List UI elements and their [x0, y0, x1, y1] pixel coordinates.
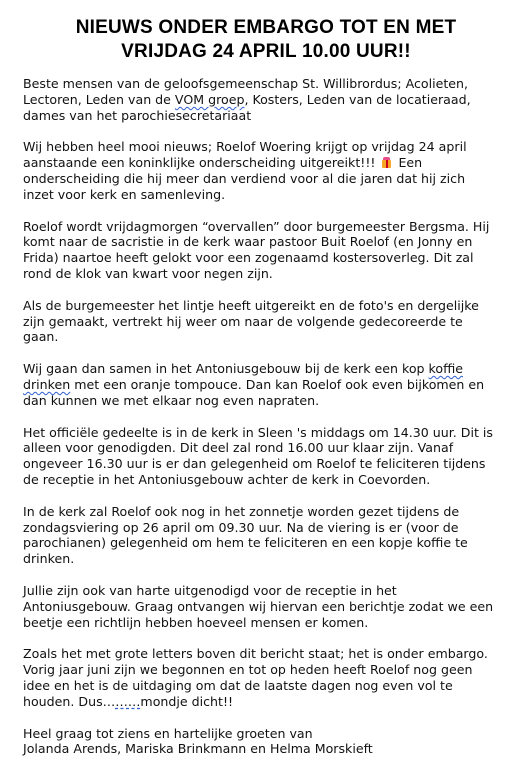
text-fragment: met een oranje tompouce. Dan kan Roelof ook even bijkomen en: [70, 376, 485, 392]
text-fragment: mondje dicht!!: [140, 693, 234, 709]
embargo-title: [0, 0, 532, 64]
text-fragment: Lectoren, Leden van de: [23, 91, 175, 107]
text-line: gaan.: [23, 329, 59, 345]
signature-paragraph: [23, 726, 512, 758]
text-line: de receptie in het Antoniusgebouw achter de kerk in Coevorden.: [23, 471, 431, 487]
text-line: [23, 361, 512, 377]
text-line: dames van het parochiesecretariaat: [23, 107, 252, 123]
text-line: Wij hebben heel mooi nieuws; Roelof Woering krijgt op vrijdag 24 april: [23, 139, 467, 155]
text-line: idee en het is de uitdaging om dat de laatste dagen nog even vol te: [23, 677, 453, 693]
text-line: Roelof wordt vrijdagmorgen “overvallen” door burgemeester Bergsma. Hij: [23, 218, 490, 234]
text-fragment: , Kosters, Leden van de locatieraad,: [244, 91, 471, 107]
spellcheck-marked-word[interactable]: koffie: [428, 361, 464, 377]
text-line: [23, 377, 512, 393]
message-body: [0, 64, 532, 757]
embargo-paragraph: [23, 646, 512, 709]
text-line: drinken.: [23, 551, 75, 567]
text-line: ongeveer 16.30 uur is er dan gelegenheid om Roelof te feliciteren tijdens: [23, 456, 486, 472]
text-line: Jullie zijn ook van harte uitgenodigd voor de receptie in het: [23, 582, 397, 598]
text-line: rond de klok van kwart voor negen zijn.: [23, 265, 273, 281]
spellcheck-marked-word[interactable]: drinken: [23, 376, 71, 392]
text-fragment: aanstaande een koninklijke onderscheiding uitgereikt!!!: [23, 155, 380, 171]
text-line: In de kerk zal Roelof ook nog in het zonnetje worden gezet tijdens de: [23, 503, 460, 519]
text-line: Het officiële gedeelte is in de kerk in Sleen 's middags om 14.30 uur. Dit is: [23, 424, 493, 440]
greeting-paragraph: [23, 76, 512, 123]
text-line: onderscheiding die hij meer dan verdiend voor al die jaren dat hij zich: [23, 170, 466, 186]
text-line: [23, 155, 512, 171]
text-line: Antoniusgebouw. Graag ontvangen wij hiervan een berichtje zodat we een: [23, 598, 494, 614]
text-line: komt naar de sacristie in de kerk waar pastoor Buit Roelof (en Jonny en: [23, 234, 473, 250]
text-line: Vorig jaar juni zijn we begonnen en tot op heden heeft Roelof nog geen: [23, 662, 473, 678]
text-line: [23, 694, 512, 710]
text-line: [23, 92, 512, 108]
text-fragment: Een: [394, 155, 423, 171]
text-line: alleen voor genodigden. Dit deel zal rond 16.00 uur klaar zijn. Vanaf: [23, 440, 454, 456]
text-line: inzet voor kerk en samenleving.: [23, 186, 226, 202]
spellcheck-marked-word[interactable]: VOM groep: [174, 91, 245, 107]
morning-paragraph: [23, 219, 512, 282]
title-line-1: NIEUWS ONDER EMBARGO TOT EN MET: [75, 17, 457, 38]
signatories-line: Jolanda Arends, Mariska Brinkmann en Helma Morskieft: [23, 741, 373, 757]
closing-line: Heel graag tot ziens en hartelijke groeten van: [23, 725, 313, 741]
text-line: dan kunnen we met elkaar nog even napraten.: [23, 392, 320, 408]
official-paragraph: [23, 425, 512, 488]
text-line: Zoals het met grote letters boven dit bericht staat; het is onder embargo.: [23, 646, 488, 662]
text-line: zondagsviering op 26 april om 09.30 uur. Na de viering is er (voor de: [23, 519, 459, 535]
text-line: Beste mensen van de geloofsgemeenschap St. Willibrordus; Acolieten,: [23, 76, 469, 91]
sunday-paragraph: [23, 504, 512, 567]
invitation-paragraph: [23, 583, 512, 630]
text-fragment: houden. Dus…: [23, 693, 116, 709]
text-line: Frida) naartoe heeft gelokt voor een zogenaamd kostersoverleg. Dit zal: [23, 250, 474, 266]
coffee-paragraph: [23, 361, 512, 408]
wrapped-gift-icon: [381, 157, 392, 168]
text-line: beetje een richtlijn hebben hoeveel mensen er komen.: [23, 614, 369, 630]
mayor-paragraph: [23, 298, 512, 345]
text-fragment: Wij gaan dan samen in het Antoniusgebouw bij de kerk een kop: [23, 361, 429, 377]
news-paragraph: [23, 139, 512, 202]
title-line-2: VRIJDAG 24 APRIL 10.00 UUR!!: [121, 41, 411, 62]
text-line: zijn gemaakt, vertrekt hij weer om naar de volgende gedecoreerde te: [23, 313, 463, 329]
text-line: parochianen) gelegenheid om hem te feliciteren en een kopje koffie te: [23, 535, 468, 551]
spellcheck-marked-word[interactable]: ……: [115, 693, 141, 709]
text-line: Als de burgemeester het lintje heeft uitgereikt en de foto's en dergelijke: [23, 297, 479, 313]
